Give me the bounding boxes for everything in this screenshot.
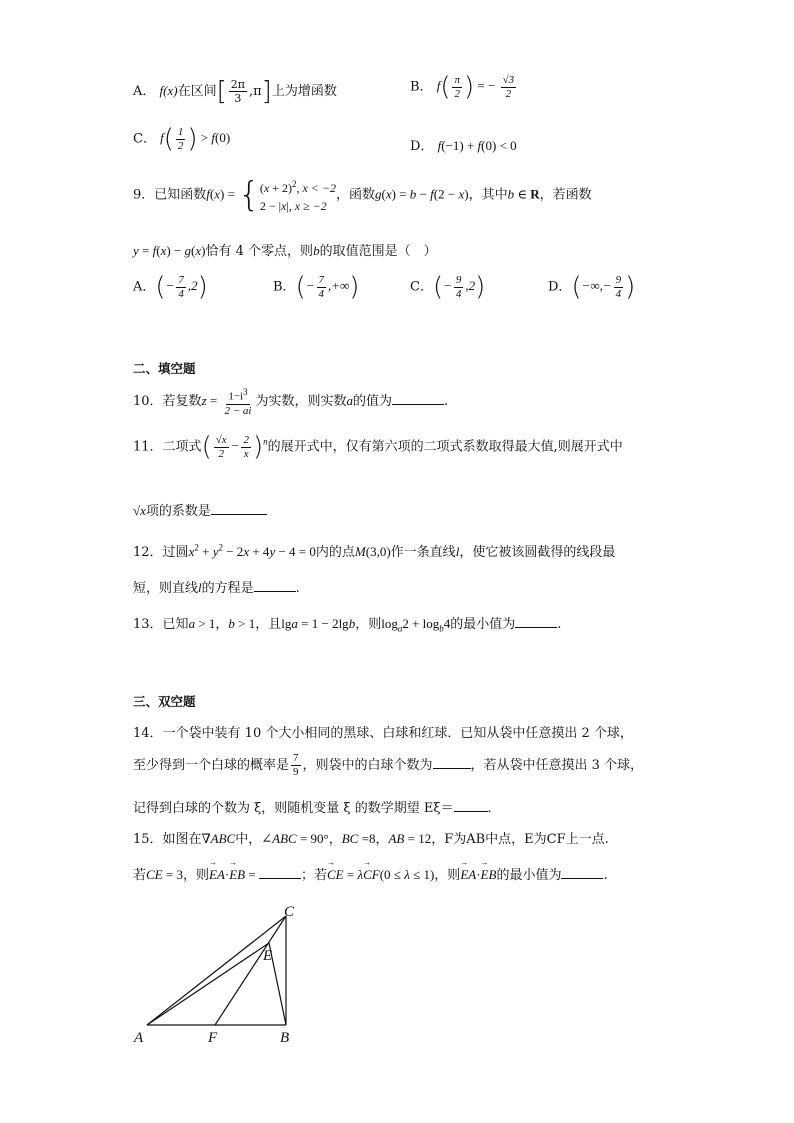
math-expr: f( $\frac{1}{2}$ ) > f(0) [160, 124, 231, 155]
question-text: 记得到白球的个数为 ξ，则随机变量 ξ 的数学期望 Eξ＝ [133, 801, 454, 816]
math-expr: AB = 12 [388, 831, 432, 846]
question-text: 作一条直线 [390, 545, 456, 560]
answer-blank[interactable] [515, 627, 557, 628]
q8-option-a: A． f(x)在区间[ $\frac{2\pi}{3}$ ,π]上为增函数 [133, 76, 337, 107]
math-expr: y = f(x) − g(x) [133, 243, 206, 258]
question-number: 13． [133, 617, 163, 632]
option-text: 上为增函数 [271, 84, 337, 99]
question-text: 二项式 [162, 439, 202, 455]
punct: ． [487, 801, 501, 816]
question-text: 的值为 [352, 393, 392, 409]
math-expr: ∠ABC = 90° [261, 831, 329, 846]
question-text: ， [328, 832, 342, 847]
q9-option-d: D．(−∞,− $\frac{9}{4}$ ) [548, 272, 636, 303]
question-text: ；若 [300, 868, 327, 883]
math-expr: → EA·→ EB [460, 867, 496, 882]
q9-line1 [133, 175, 592, 215]
label-c: C [284, 904, 295, 920]
answer-blank[interactable] [561, 878, 603, 879]
math-expr: b ∈ R [507, 186, 540, 202]
question-text: 过圆 [162, 545, 189, 560]
question-text: 一个袋中装有 10 个大小相同的黑球、白球和红球．已知从袋中任意摸出 2 个球， [162, 726, 633, 741]
question-text: 已知 [162, 617, 189, 632]
q9-option-b: B．(− $\frac{7}{4}$ ,+∞) [273, 272, 360, 303]
question-text: ，其中 [468, 187, 508, 203]
question-text: ， [375, 832, 389, 847]
option-label: D． [410, 139, 434, 154]
q8-option-d [410, 135, 517, 154]
math-expr: → EA·→ EB = [209, 867, 259, 882]
option-label: B． [410, 79, 433, 95]
question-text: 的方程是 [201, 581, 254, 596]
q12-line1: 12．过圆$x^2 + y^2 - 2x + 4y - 4 = 0$内的点M(3,0)作一条直线l，使它被该圆截得的线段最 [133, 542, 616, 560]
q9-line2 [133, 240, 437, 259]
question-text: ，若从袋中任意摸出 3 个球， [470, 758, 644, 773]
q14-line1 [133, 722, 633, 741]
math-expr: a > 1 [188, 616, 216, 631]
math-expr: lga = 1 − 2lgb [281, 616, 356, 631]
punct: . [295, 581, 300, 596]
question-number: 11． [133, 439, 163, 455]
q9-option-a: A．(− $\frac{7}{4}$ ,2) [133, 272, 208, 303]
question-text: 的最小值为 [496, 868, 562, 883]
math-expr: √x [133, 503, 146, 518]
section-heading: 二、填空题 [133, 361, 196, 376]
q14-line3 [133, 797, 501, 816]
question-text: 的最小值为 [450, 617, 516, 632]
math-expr: $\log_a2 + \log_b4$ [381, 616, 451, 634]
question-number: 15． [133, 832, 163, 847]
punct: . [557, 617, 562, 632]
fraction: $\frac{7}{9}$ [293, 752, 299, 778]
q10: 10．若复数z = $\frac{1-i^3}{2 - ai}$ 为实数，则实数a的值为 . [133, 387, 449, 417]
math-expr: → CE = λ→ CF(0 ≤ λ ≤ 1) [327, 867, 434, 882]
q14-line2 [133, 752, 643, 779]
question-number: 12． [133, 545, 163, 560]
question-text: 为实数，则实数 [255, 393, 347, 409]
math-expr: M(3,0) [354, 544, 391, 559]
question-text: 项的系数是 [145, 504, 211, 519]
q13 [133, 613, 561, 634]
math-expr: z = $\frac{1-i^3}{2 - ai}$ [201, 387, 252, 417]
question-text: ， [215, 617, 229, 632]
question-text: ，则 [355, 617, 382, 632]
math-expr: f(x) = [206, 186, 239, 202]
question-text: ，使它被该圆截得的线段最 [459, 545, 616, 560]
label-e: E [263, 948, 273, 964]
math-expr: BC =8 [341, 831, 376, 846]
segment-fc [215, 916, 286, 1025]
math-expr: g(x) = b − f(2 − x) [375, 186, 469, 202]
punct: . [603, 868, 608, 883]
q9-option-c: C．(− $\frac{9}{4}$ ,2) [410, 272, 486, 303]
answer-blank[interactable] [259, 878, 301, 879]
q12-line2: 短，则直线l的方程是 . [133, 580, 300, 596]
q15-line2 [133, 864, 608, 883]
question-text: 内的点 [315, 545, 355, 560]
segment-ea [147, 943, 269, 1025]
question-text: ，若函数 [539, 187, 592, 203]
triangle-figure [130, 900, 310, 1050]
math-expr: f( $\frac{\pi}{2}$ ) = − $\frac{√3}{2}$ [436, 72, 515, 103]
question-text: ，则袋中的白球个数为 [302, 758, 433, 773]
question-text: ，函数 [335, 187, 375, 203]
answer-blank[interactable] [211, 514, 267, 515]
math-expr: f(−1) + f(0) < 0 [437, 138, 517, 153]
question-number: 14． [133, 726, 163, 741]
question-text: 如图在 [162, 832, 202, 847]
answer-blank[interactable] [433, 768, 471, 769]
q8-option-c [133, 126, 230, 153]
answer-blank[interactable] [254, 591, 296, 592]
math-expr: ∇ABC [201, 831, 236, 846]
q15-line1 [133, 828, 609, 847]
piecewise: { $(x + 2)^2$, x < −2 2 − |x|, x ≥ −2 [238, 175, 336, 215]
question-text: 短，则直线 [133, 581, 199, 596]
section-heading: 三、双空题 [133, 694, 196, 709]
question-text: 若复数 [162, 393, 202, 409]
question-text: ，则 [434, 868, 461, 883]
question-text: 的展开式中，仅有第六项的二项式系数取得最大值,则展开式中 [267, 439, 623, 455]
q8-option-b [410, 74, 518, 101]
label-a: A [134, 1030, 144, 1046]
answer-blank[interactable] [454, 811, 488, 812]
question-number: 9． [133, 187, 155, 203]
question-text: 恰有 4 个零点，则 [205, 244, 314, 259]
segment-ac [147, 916, 286, 1025]
answer-blank[interactable] [392, 404, 444, 405]
question-text: ，F为AB中点，E为CF上一点. [431, 832, 609, 847]
option-text: 在区间 [177, 84, 217, 99]
label-b: B [280, 1030, 290, 1046]
fraction: $\frac{2\pi}{3}$ [230, 78, 245, 105]
label-f: F [208, 1030, 218, 1046]
question-number: 10． [133, 393, 163, 409]
question-text: 至少得到一个白球的概率是 [133, 758, 290, 773]
question-text: ，则 [182, 868, 209, 883]
option-label: C． [133, 131, 156, 147]
math-expr: ( $\frac{√x}{2}$ − $\frac{2}{x}$ )$^n$ [201, 432, 268, 463]
q11-line2 [133, 500, 267, 519]
question-text: 已知函数 [154, 187, 207, 203]
math-expr: b > 1 [228, 616, 256, 631]
question-text: 的取值范围是（ ） [319, 244, 437, 259]
math-expr: CE = 3 [146, 867, 183, 882]
math-expr: b [313, 243, 320, 258]
option-label: A． [133, 84, 156, 99]
question-text: ，且 [255, 617, 282, 632]
q11-line1 [133, 434, 623, 461]
math-expr: f(x) [159, 83, 178, 98]
question-text: 若 [133, 868, 147, 883]
punct: . [443, 393, 449, 409]
math-expr: $x^2 + y^2 - 2x + 4y - 4 = 0$ [188, 542, 316, 559]
question-text: 中， [235, 832, 262, 847]
